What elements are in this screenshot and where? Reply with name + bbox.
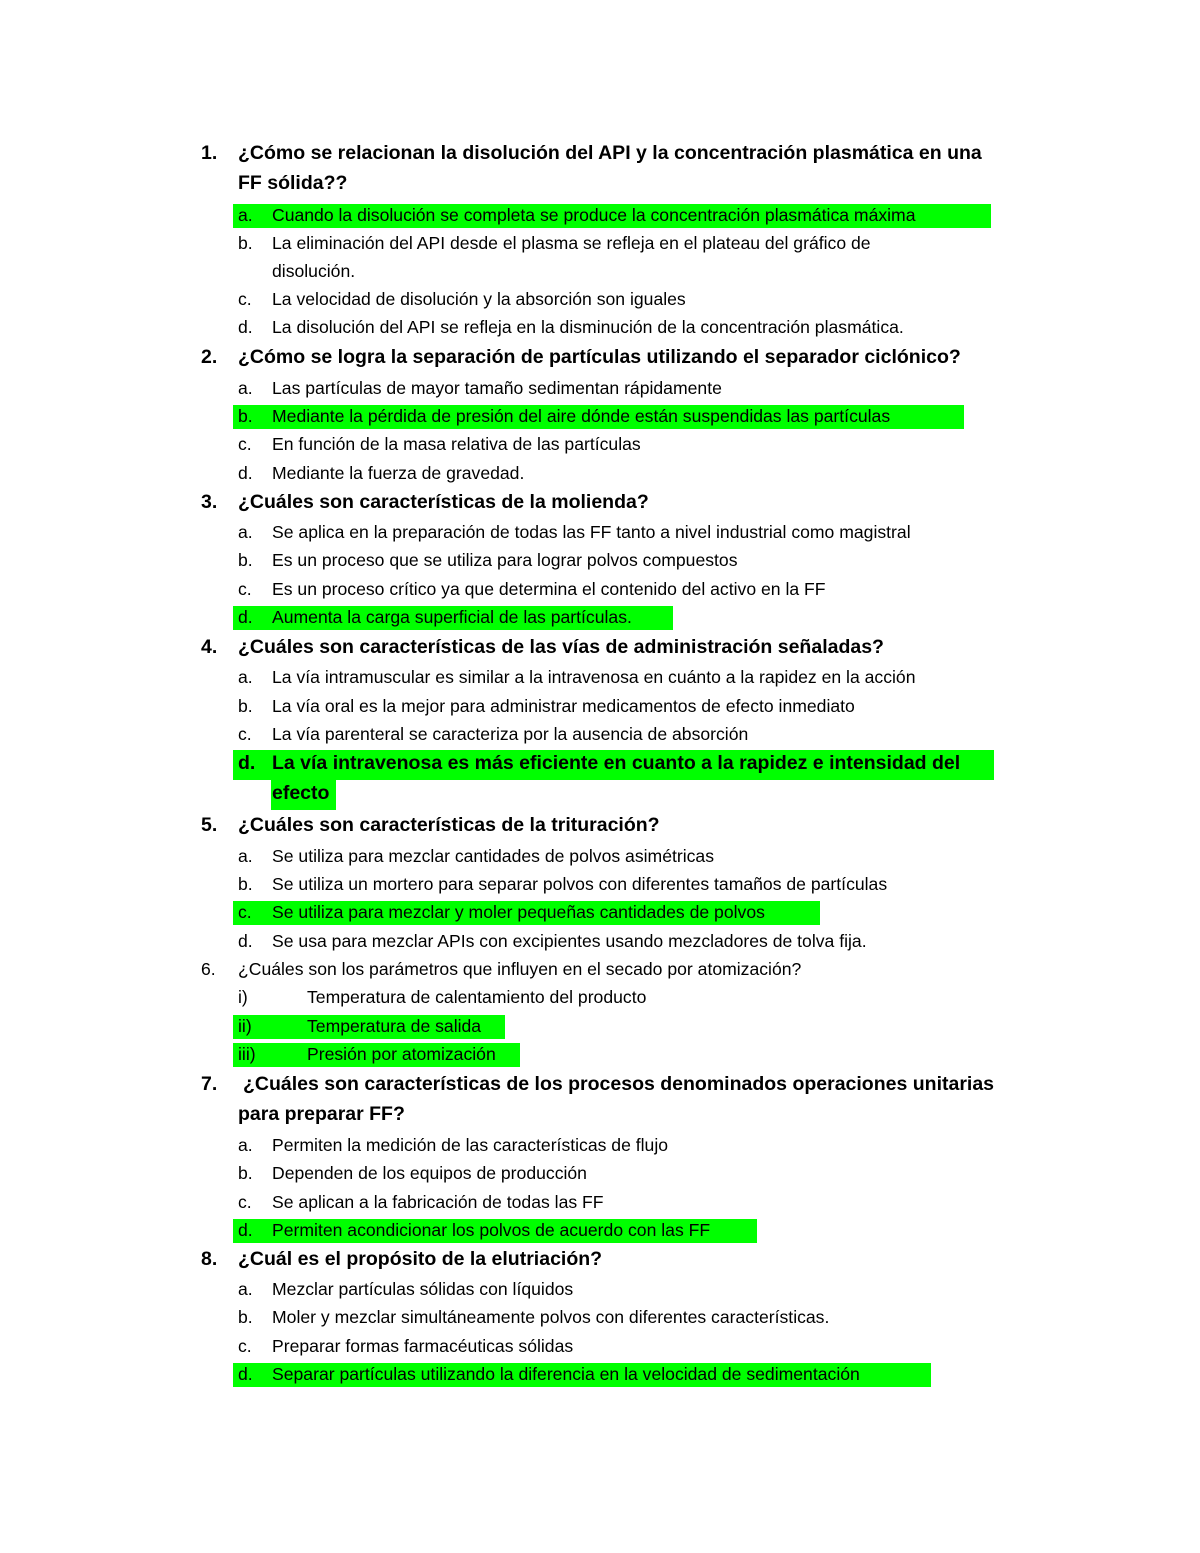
option-letter: i) [238,987,248,1007]
option-letter: a. [238,667,253,687]
question-text: ¿Cuáles son características de la trituración? [238,814,660,836]
question-number: 8. [201,1248,218,1270]
question-text: ¿Cuál es el propósito de la elutriación? [238,1248,603,1270]
option-text: Dependen de los equipos de producción [272,1163,587,1183]
question-number: 1. [201,142,218,164]
option-letter: c. [238,579,252,599]
option-text: La eliminación del API desde el plasma se refleja en el plateau del gráfico de [272,233,871,253]
option-letter: d. [238,463,253,483]
option-text: Es un proceso que se utiliza para lograr polvos compuestos [272,550,738,570]
option-letter: a. [238,378,253,398]
question-number: 6. [201,959,216,979]
option-letter: c. [238,289,252,309]
question-text: ¿Cuáles son características de la molienda? [238,491,649,513]
question-text: ¿Cómo se logra la separación de partículas utilizando el separador ciclónico? [238,346,961,368]
option-letter: c. [238,1192,252,1212]
option-text: Temperatura de salida [307,1016,482,1036]
question-text: ¿Cuáles son los parámetros que influyen en el secado por atomización? [238,959,802,979]
option-text: Se aplican a la fabricación de todas las FF [272,1192,604,1212]
option-text: Se aplica en la preparación de todas las FF tanto a nivel industrial como magistral [272,522,911,542]
option-text: Permiten acondicionar los polvos de acuerdo con las FF [272,1220,711,1240]
option-letter: d. [238,1364,253,1384]
option-text: disolución. [272,261,356,281]
question-text: para preparar FF? [238,1103,405,1125]
question-number: 3. [201,491,218,513]
question-number: 5. [201,814,218,836]
option-text: Es un proceso crítico ya que determina el contenido del activo en la FF [272,579,826,599]
option-text: Se utiliza para mezclar cantidades de polvos asimétricas [272,846,715,866]
option-letter: d. [238,752,256,774]
option-letter: c. [238,902,252,922]
option-text: En función de la masa relativa de las partículas [272,434,641,454]
option-letter: b. [238,233,253,253]
option-text: Mediante la fuerza de gravedad. [272,463,525,483]
question-text: FF sólida?? [238,172,348,194]
option-text: Se utiliza para mezclar y moler pequeñas cantidades de polvos [272,902,765,922]
option-letter: iii) [238,1044,256,1064]
option-text: Mezclar partículas sólidas con líquidos [272,1279,574,1299]
option-letter: d. [238,931,253,951]
option-text: Cuando la disolución se completa se produce la concentración plasmática máxima [272,205,916,225]
option-letter: a. [238,205,253,225]
question-number: 7. [201,1073,218,1095]
option-letter: a. [238,846,253,866]
option-text: La disolución del API se refleja en la disminución de la concentración plasmática. [272,317,904,337]
option-text: Se utiliza un mortero para separar polvos con diferentes tamaños de partículas [272,874,888,894]
question-number: 2. [201,346,218,368]
option-letter: b. [238,874,253,894]
option-text: Moler y mezclar simultáneamente polvos con diferentes características. [272,1307,830,1327]
option-letter: b. [238,550,253,570]
option-letter: b. [238,1307,253,1327]
option-text: La vía parenteral se caracteriza por la ausencia de absorción [272,724,749,744]
question-text: ¿Cómo se relacionan la disolución del API y la concentración plasmática en una [238,142,982,164]
option-text: La vía intravenosa es más eficiente en cuanto a la rapidez e intensidad del [272,752,961,774]
option-letter: a. [238,522,253,542]
option-text: Permiten la medición de las características de flujo [272,1135,669,1155]
option-text: Aumenta la carga superficial de las partículas. [272,607,632,627]
option-letter: c. [238,1336,252,1356]
option-letter: a. [238,1279,253,1299]
option-text: efecto [272,782,330,804]
option-text: Temperatura de calentamiento del producto [307,987,647,1007]
option-text: Presión por atomización [307,1044,496,1064]
option-text: Mediante la pérdida de presión del aire dónde están suspendidas las partículas [272,406,891,426]
option-letter: c. [238,434,252,454]
option-text: Separar partículas utilizando la diferencia en la velocidad de sedimentación [272,1364,860,1384]
option-letter: a. [238,1135,253,1155]
option-text: La vía oral es la mejor para administrar medicamentos de efecto inmediato [272,696,855,716]
option-text: La vía intramuscular es similar a la intravenosa en cuánto a la rapidez en la acción [272,667,916,687]
option-text: Se usa para mezclar APIs con excipientes usando mezcladores de tolva fija. [272,931,867,951]
option-text: Las partículas de mayor tamaño sedimentan rápidamente [272,378,722,398]
question-text: ¿Cuáles son características de las vías de administración señaladas? [238,636,884,658]
option-letter: d. [238,1220,253,1240]
question-text: ¿Cuáles son características de los procesos denominados operaciones unitarias [243,1073,995,1095]
option-text: La velocidad de disolución y la absorción son iguales [272,289,686,309]
question-number: 4. [201,636,218,658]
option-letter: b. [238,1163,253,1183]
option-letter: d. [238,607,253,627]
option-text: Preparar formas farmacéuticas sólidas [272,1336,574,1356]
option-letter: ii) [238,1016,252,1036]
option-letter: c. [238,724,252,744]
option-letter: b. [238,696,253,716]
option-letter: d. [238,317,253,337]
option-letter: b. [238,406,253,426]
